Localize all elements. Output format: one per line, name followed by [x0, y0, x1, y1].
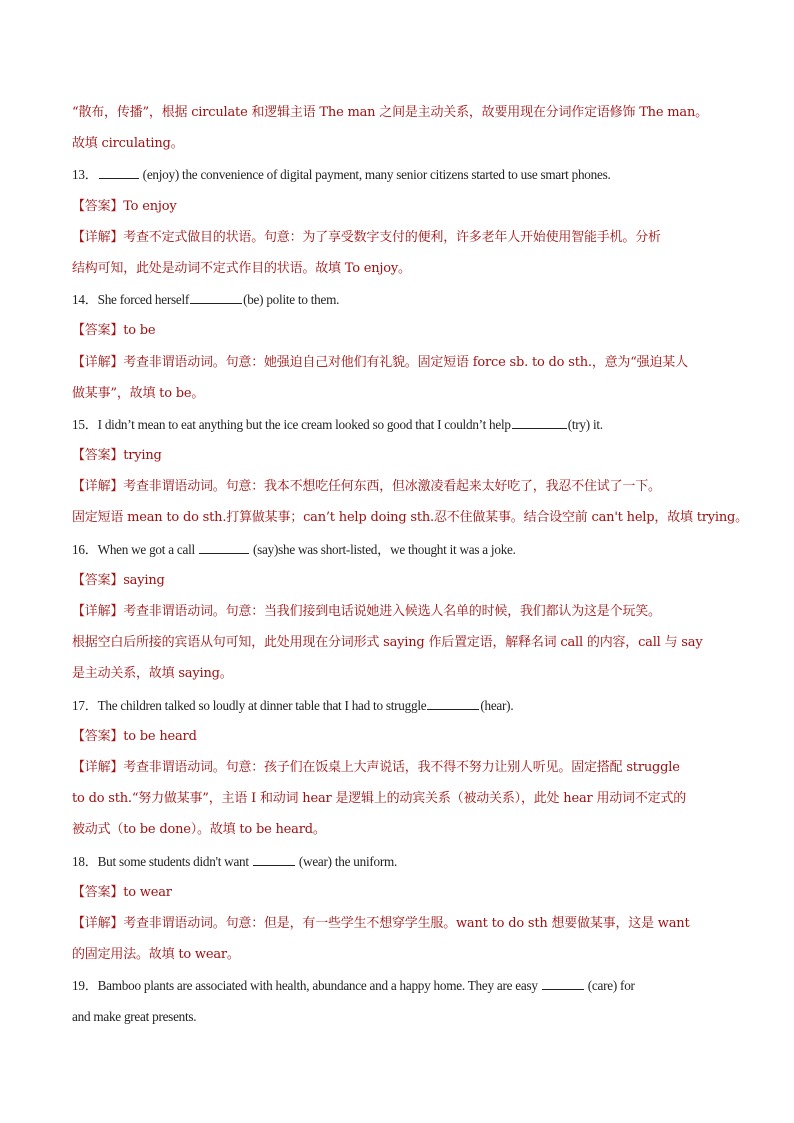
question-text: and make great presents.: [72, 1009, 197, 1025]
explanation-text: 考查非谓语动词。句意：我本不想吃任何东西，但冰激凌看起来太好吃了，我忍不住试了一下。: [123, 479, 661, 495]
question-line: [72, 159, 732, 190]
explanation-label: 【详解】: [72, 229, 124, 245]
explanation-text: 根据空白后所接的宾语从句可知，此处用现在分词形式 saying 作后置定语，解释名词 call 的内容，call 与 say: [72, 635, 703, 651]
explanation-label: 【详解】: [72, 604, 124, 619]
question-line: [72, 846, 732, 877]
explanation-text: 考查非谓语动词。句意：孩子们在饭桌上大声说话，我不得不努力让别人听见。固定搭配 struggle: [123, 759, 680, 775]
answer-text: to wear: [123, 884, 172, 900]
explanation-text: 结构可知，此处是动词不定式作目的状语。故填 To enjoy。: [72, 260, 411, 276]
answer-line: [72, 565, 732, 596]
answer-blank: [99, 166, 139, 179]
question-text: (try) it.: [567, 416, 603, 432]
explanation-text: 考查非谓语动词。句意：但是，有一些学生不想穿学生服。want to do sth 想要做某事，这是 want: [123, 915, 690, 931]
explanation-line: [72, 471, 732, 502]
explanation-text: 做某事”，故填 to be。: [72, 385, 205, 401]
explanation-line: [72, 752, 732, 783]
question-number: 13．: [72, 167, 98, 183]
explanation-line: [72, 222, 732, 253]
explanation-label: 【详解】: [72, 354, 124, 370]
explanation-line: [72, 378, 732, 409]
question-line: [72, 409, 732, 440]
question-line: [72, 1001, 732, 1032]
answer-blank: [190, 291, 242, 304]
explanation-text: 被动式（to be done）。故填 to be heard。: [72, 822, 326, 838]
question-number: 16．: [72, 541, 98, 557]
question-text: But some students didn't want: [97, 853, 252, 869]
answer-label: 【答案】: [72, 448, 124, 464]
explanation-text: 是主动关系，故填 saying。: [72, 666, 233, 682]
question-number: 15．: [72, 416, 98, 432]
explanation-text: to do sth.“努力做某事”，主语 I 和动词 hear 是逻辑上的动宾关系（被动关系），此处 hear 用动词不定式的: [72, 791, 687, 807]
answer-blank: [542, 977, 584, 990]
answer-line: [72, 440, 732, 471]
explanation-text: “散布，传播”，根据 circulate 和逻辑主语 The man 之间是主动关系，故要用现在分词作定语修饰 The man。: [72, 105, 708, 120]
question-text: (care) for: [584, 978, 635, 994]
question-text: (enjoy) the convenience of digital payment, many senior citizens started to use smart phones.: [139, 167, 611, 183]
question-text: (hear).: [480, 697, 514, 713]
question-line: [72, 534, 732, 565]
question-number: 19．: [72, 978, 98, 994]
answer-text: saying: [123, 572, 165, 588]
question-text: She forced herself: [97, 292, 190, 308]
answer-label: 【答案】: [72, 198, 124, 214]
answer-line: [72, 315, 732, 346]
explanation-text: 故填 circulating。: [72, 136, 184, 152]
question-text: Bamboo plants are associated with health, abundance and a happy home. They are easy: [97, 978, 541, 994]
explanation-line: [72, 814, 732, 845]
explanation-line: [72, 658, 732, 689]
explanation-line: [72, 502, 748, 533]
explanation-label: 【详解】: [72, 759, 124, 775]
answer-line: [72, 721, 732, 752]
explanation-label: 【详解】: [72, 479, 124, 495]
answer-line: [72, 191, 732, 222]
answer-label: 【答案】: [72, 323, 124, 339]
explanation-line: [72, 596, 732, 627]
explanation-text: 考查不定式做目的状语。句意：为了享受数字支付的便利，许多老年人开始使用智能手机。分析: [123, 229, 661, 245]
explanation-line: [72, 627, 732, 658]
question-line: [72, 970, 732, 1001]
explanation-line: [72, 97, 732, 128]
explanation-line: [72, 128, 732, 159]
answer-text: trying: [123, 448, 162, 464]
question-number: 14．: [72, 292, 98, 308]
explanation-line: [72, 253, 732, 284]
question-text: (wear) the uniform.: [295, 853, 398, 869]
explanation-text: 考查非谓语动词。句意：她强迫自己对他们有礼貌。固定短语 force sb. to do sth.，意为“强迫某人: [123, 354, 688, 370]
question-line: [72, 284, 732, 315]
answer-text: to be: [123, 323, 156, 339]
document-content: [72, 97, 748, 1033]
explanation-line: [72, 908, 732, 939]
answer-label: 【答案】: [72, 728, 124, 744]
explanation-line: [72, 783, 732, 814]
answer-blank: [427, 697, 479, 710]
explanation-text: 固定短语 mean to do sth.打算做某事；can’t help doing sth.忍不住做某事。结合设空前 can't help，故填 trying。: [72, 510, 748, 526]
explanation-line: [72, 347, 732, 378]
answer-label: 【答案】: [72, 572, 124, 588]
question-text: (be) polite to them.: [243, 292, 340, 308]
question-line: [72, 690, 732, 721]
question-number: 17．: [72, 697, 98, 713]
question-text: When we got a call: [97, 541, 198, 557]
question-number: 18．: [72, 853, 98, 869]
question-text: The children talked so loudly at dinner table that I had to struggle: [97, 697, 427, 713]
answer-blank: [199, 541, 249, 554]
answer-text: to be heard: [123, 728, 197, 744]
explanation-line: [72, 939, 732, 970]
question-text: (say)she was short-listed，we thought it was a joke.: [249, 541, 516, 557]
question-text: I didn’t mean to eat anything but the ice cream looked so good that I couldn’t help: [97, 416, 511, 432]
explanation-text: 考查非谓语动词。句意：当我们接到电话说她进入候选人名单的时候，我们都认为这是个玩笑。: [123, 604, 661, 619]
answer-blank: [512, 416, 567, 429]
explanation-label: 【详解】: [72, 915, 124, 931]
answer-blank: [253, 853, 295, 866]
answer-label: 【答案】: [72, 884, 124, 900]
explanation-text: 的固定用法。故填 to wear。: [72, 947, 240, 963]
answer-line: [72, 877, 732, 908]
answer-text: To enjoy: [123, 198, 177, 214]
